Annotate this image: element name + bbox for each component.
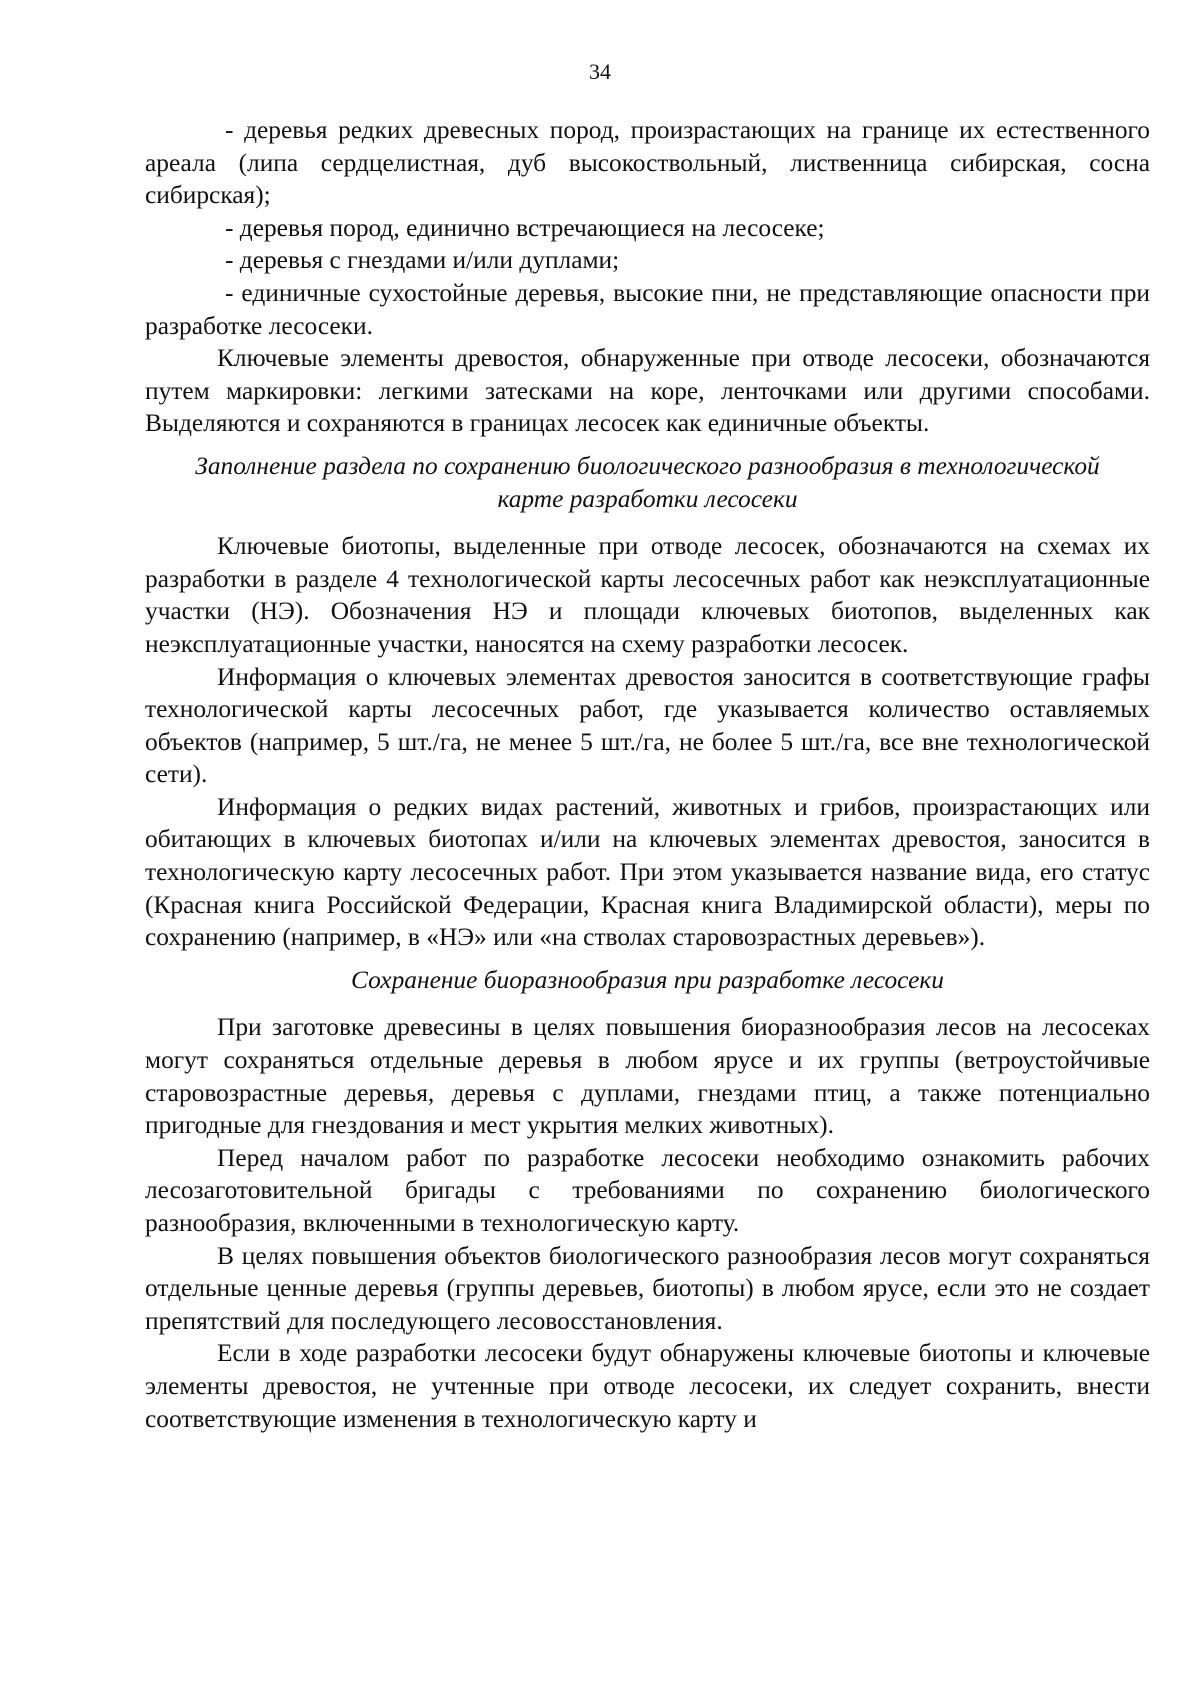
list-item-nests-hollows: - деревья с гнездами и/или дуплами; — [225, 246, 620, 275]
list-item-dead-trees: - единичные сухостойные деревья, высокие пни, не представляющие опасности при разработке лесосеки. — [145, 278, 1150, 340]
paragraph-key-biotopes: Ключевые биотопы, выделенные при отводе лесосек, обозначаются на схемах их разработки в разделе 4 технологической карты лесосечных работ как неэксплуатационные участки (НЭ). Обозначения НЭ и площади ключевых биотопов, выделенных как неэксплуатационные участки, наносятся на схему разработки лесосек. — [145, 532, 1150, 658]
paragraph-harvesting: При заготовке древесины в целях повышения биоразнообразия лесов на лесосеках могут сохраняться отдельные деревья в любом ярусе и их группы (ветроустойчивые старовозрастные деревья, деревья с дуплами, гнездами птиц, а также потенциально пригодные для гнездования и мест укрытия мелких животных). — [145, 1013, 1150, 1140]
list-item-single-species: - деревья пород, единично встречающиеся на лесосеке; — [225, 213, 825, 242]
paragraph-key-elements-marking: Ключевые элементы древостоя, обнаруженные при отводе лесосеки, обозначаются путем маркировки: легкими затесками на коре, ленточками или другими способами. Выделяются и сохраняются в границах лесосек как единичные объекты. — [145, 344, 1150, 438]
body-text — [145, 114, 1150, 1435]
paragraph-key-elements-info: Информация о ключевых элементах древостоя заносится в соответствующие графы технологической карты лесосечных работ, где указывается количество оставляемых объектов (например, 5 шт./га, не менее 5 шт./га, не более 5 шт./га, все вне технологической сети). — [145, 662, 1150, 789]
paragraph-valuable-trees: В целях повышения объектов биологического разнообразия лесов могут сохраняться отдельные ценные деревья (группы деревьев, биотопы) в любом ярусе, если это не создает препятствий для последующего лесовосстановления. — [145, 1241, 1150, 1335]
paragraph-found-biotopes: Если в ходе разработки лесосеки будут обнаружены ключевые биотопы и ключевые элементы древостоя, не учтенные при отводе лесосеки, их следует сохранить, внести соответствующие изменения в технологическую карту и — [145, 1339, 1150, 1433]
paragraph-rare-species-info: Информация о редких видах растений, животных и грибов, произрастающих или обитающих в ключевых биотопах и/или на ключевых элементах древостоя, заносится в технологическую карту лесосечных работ. При этом указывается название вида, его статус (Красная книга Российской Федерации, Красная книга Владимирской области), меры по сохранению (например, в «НЭ» или «на стволах старовозрастных деревьев»). — [145, 792, 1150, 952]
paragraph-crew-briefing: Перед началом работ по разработке лесосеки необходимо ознакомить рабочих лесозаготовительной бригады с требованиями по сохранению биологического разнообразия, включенными в технологическую карту. — [145, 1143, 1150, 1237]
page-number: 34 — [589, 59, 611, 84]
list-item-rare-species: - деревья редких древесных пород, произрастающих на границе их естественного ареала (липа сердцелистная, дуб высокоствольный, лиственница сибирская, сосна сибирская); — [145, 116, 1150, 210]
section-heading-tech-card: Заполнение раздела по сохранению биологического разнообразия в технологической карте разработки лесосеки — [195, 451, 1100, 513]
section-heading-biodiversity: Сохранение биоразнообразия при разработке лесосеки — [351, 965, 944, 994]
